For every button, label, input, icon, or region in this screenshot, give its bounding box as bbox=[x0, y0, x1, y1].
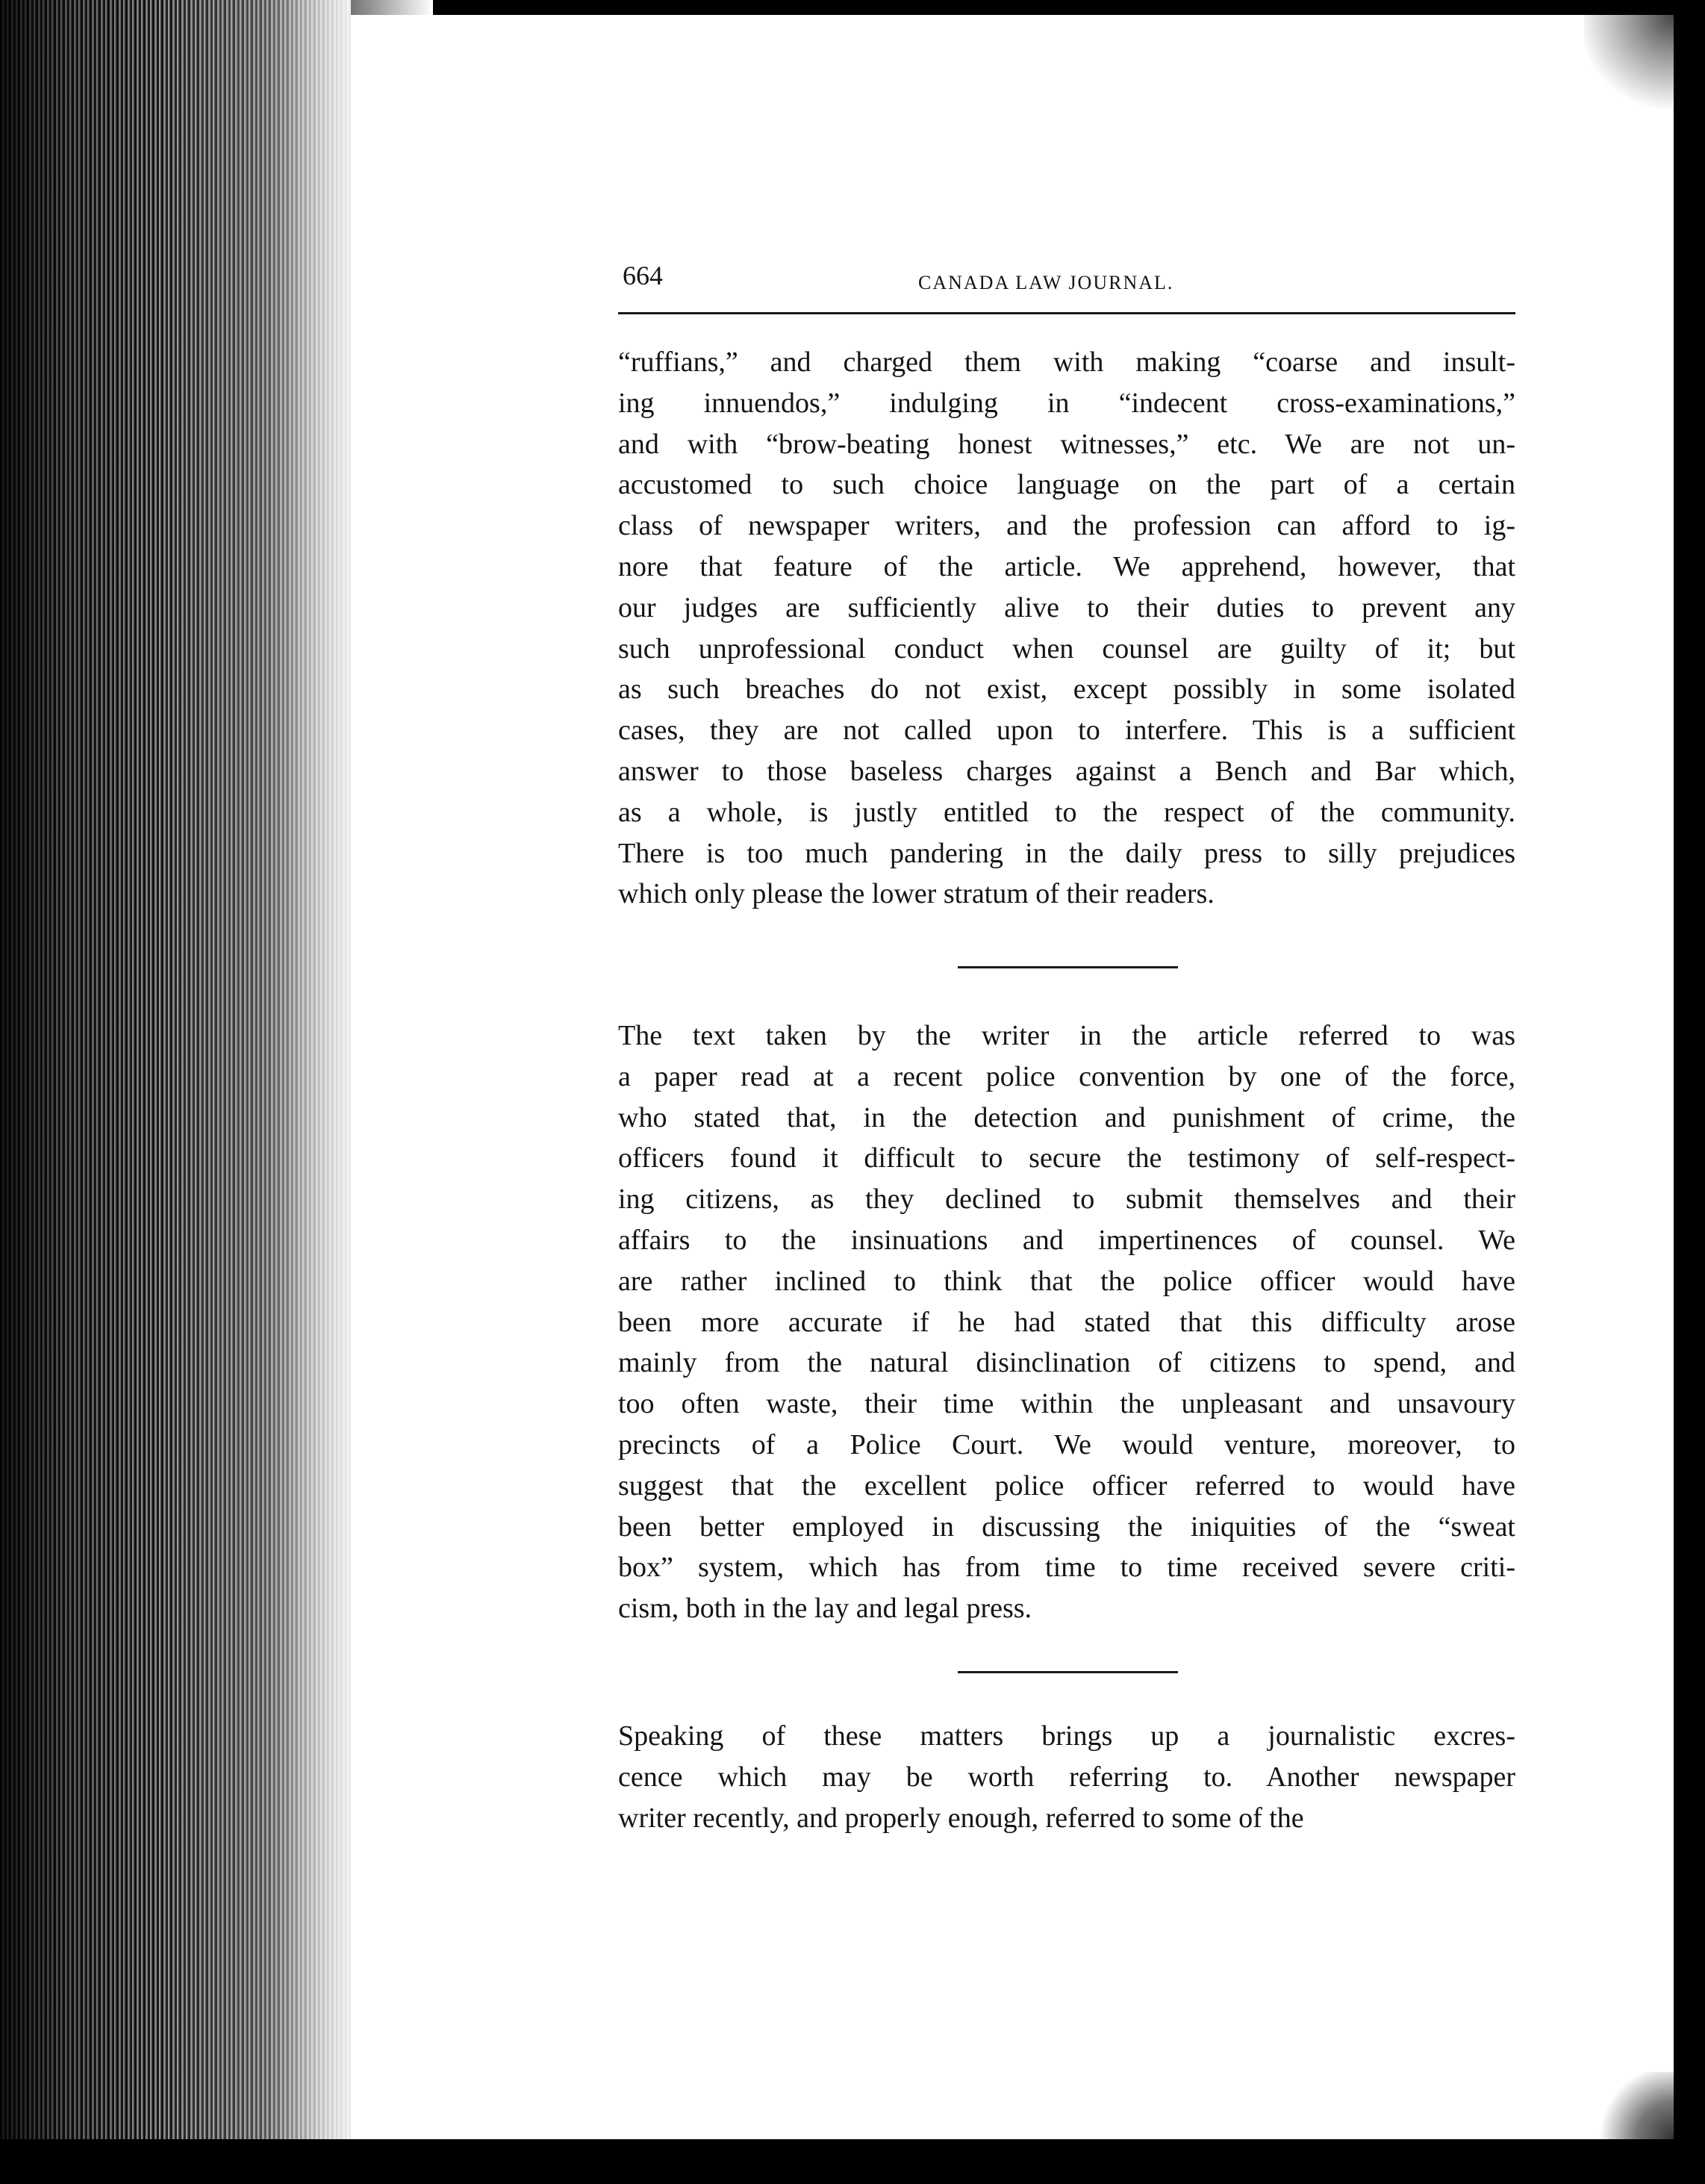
text-line: cases, they are not called upon to interfere. This is a sufficient bbox=[618, 715, 1515, 747]
text-line: class of newspaper writers, and the profession can afford to ig- bbox=[618, 510, 1515, 542]
text-line: There is too much pandering in the daily press to silly prejudices bbox=[618, 837, 1515, 869]
section-divider bbox=[958, 966, 1178, 968]
text-line: suggest that the excellent police officer referred to would have bbox=[618, 1469, 1515, 1502]
text-line: which only please the lower stratum of their readers. bbox=[618, 878, 1215, 910]
text-line: our judges are sufficiently alive to their duties to prevent any bbox=[618, 591, 1515, 623]
text-line: writer recently, and properly enough, referred to some of the bbox=[618, 1802, 1304, 1834]
text-line: The text taken by the writer in the article referred to was bbox=[618, 1020, 1515, 1051]
text-line: ing innuendos,” indulging in “indecent cross-examinations,” bbox=[618, 387, 1515, 419]
text-line: as such breaches do not exist, except possibly in some isolated bbox=[618, 673, 1515, 706]
text-line: Speaking of these matters brings up a journalistic excres- bbox=[618, 1720, 1515, 1752]
document-page bbox=[618, 254, 1515, 1834]
text-line: box” system, which has from time to time received severe criti- bbox=[618, 1552, 1515, 1584]
scan-edge-right bbox=[1674, 0, 1705, 2184]
text-line: nore that feature of the article. We apprehend, however, that bbox=[618, 550, 1515, 582]
text-line: are rather inclined to think that the police officer would have bbox=[618, 1265, 1515, 1297]
text-line: cence which may be worth referring to. Another newspaper bbox=[618, 1761, 1515, 1793]
scan-corner-bottom-right bbox=[1592, 2072, 1674, 2139]
scan-edge-left-fade bbox=[284, 0, 433, 2184]
text-line: ing citizens, as they declined to submit themselves and their bbox=[618, 1183, 1515, 1216]
text-line: such unprofessional conduct when counsel are guilty of it; but bbox=[618, 632, 1515, 665]
scan-corner-top-right bbox=[1584, 15, 1674, 119]
text-line: cism, both in the lay and legal press. bbox=[618, 1593, 1032, 1625]
text-line: accustomed to such choice language on the part of a certain bbox=[618, 469, 1515, 501]
text-line: “ruffians,” and charged them with making “coarse and insult- bbox=[618, 346, 1515, 378]
page-number: 664 bbox=[623, 261, 663, 290]
paragraph-2 bbox=[618, 1015, 1515, 1629]
text-line: and with “brow-beating honest witnesses,” etc. We are not un- bbox=[618, 428, 1515, 460]
paragraph-1 bbox=[618, 342, 1515, 915]
journal-title: CANADA LAW JOURNAL. bbox=[918, 272, 1174, 293]
text-line: answer to those baseless charges against a Bench and Bar which, bbox=[618, 755, 1515, 787]
text-line: as a whole, is justly entitled to the respect of the community. bbox=[618, 796, 1515, 828]
text-line: been better employed in discussing the iniquities of the “sweat bbox=[618, 1511, 1515, 1543]
text-line: precincts of a Police Court. We would venture, moreover, to bbox=[618, 1428, 1515, 1460]
text-line: too often waste, their time within the unpleasant and unsavoury bbox=[618, 1388, 1515, 1420]
text-line: affairs to the insinuations and impertinences of counsel. We bbox=[618, 1224, 1515, 1256]
text-line: been more accurate if he had stated that this difficulty arose bbox=[618, 1306, 1515, 1338]
paragraph-3 bbox=[618, 1716, 1515, 1838]
text-line: officers found it difficult to secure the testimony of self-respect- bbox=[618, 1142, 1515, 1175]
text-line: mainly from the natural disinclination of citizens to spend, and bbox=[618, 1347, 1515, 1379]
scan-edge-bottom bbox=[0, 2139, 1705, 2184]
text-line: a paper read at a recent police convention by one of the force, bbox=[618, 1060, 1515, 1092]
header-rule bbox=[618, 312, 1515, 314]
running-head bbox=[618, 254, 1515, 299]
section-divider bbox=[958, 1671, 1178, 1673]
text-line: who stated that, in the detection and punishment of crime, the bbox=[618, 1101, 1515, 1133]
